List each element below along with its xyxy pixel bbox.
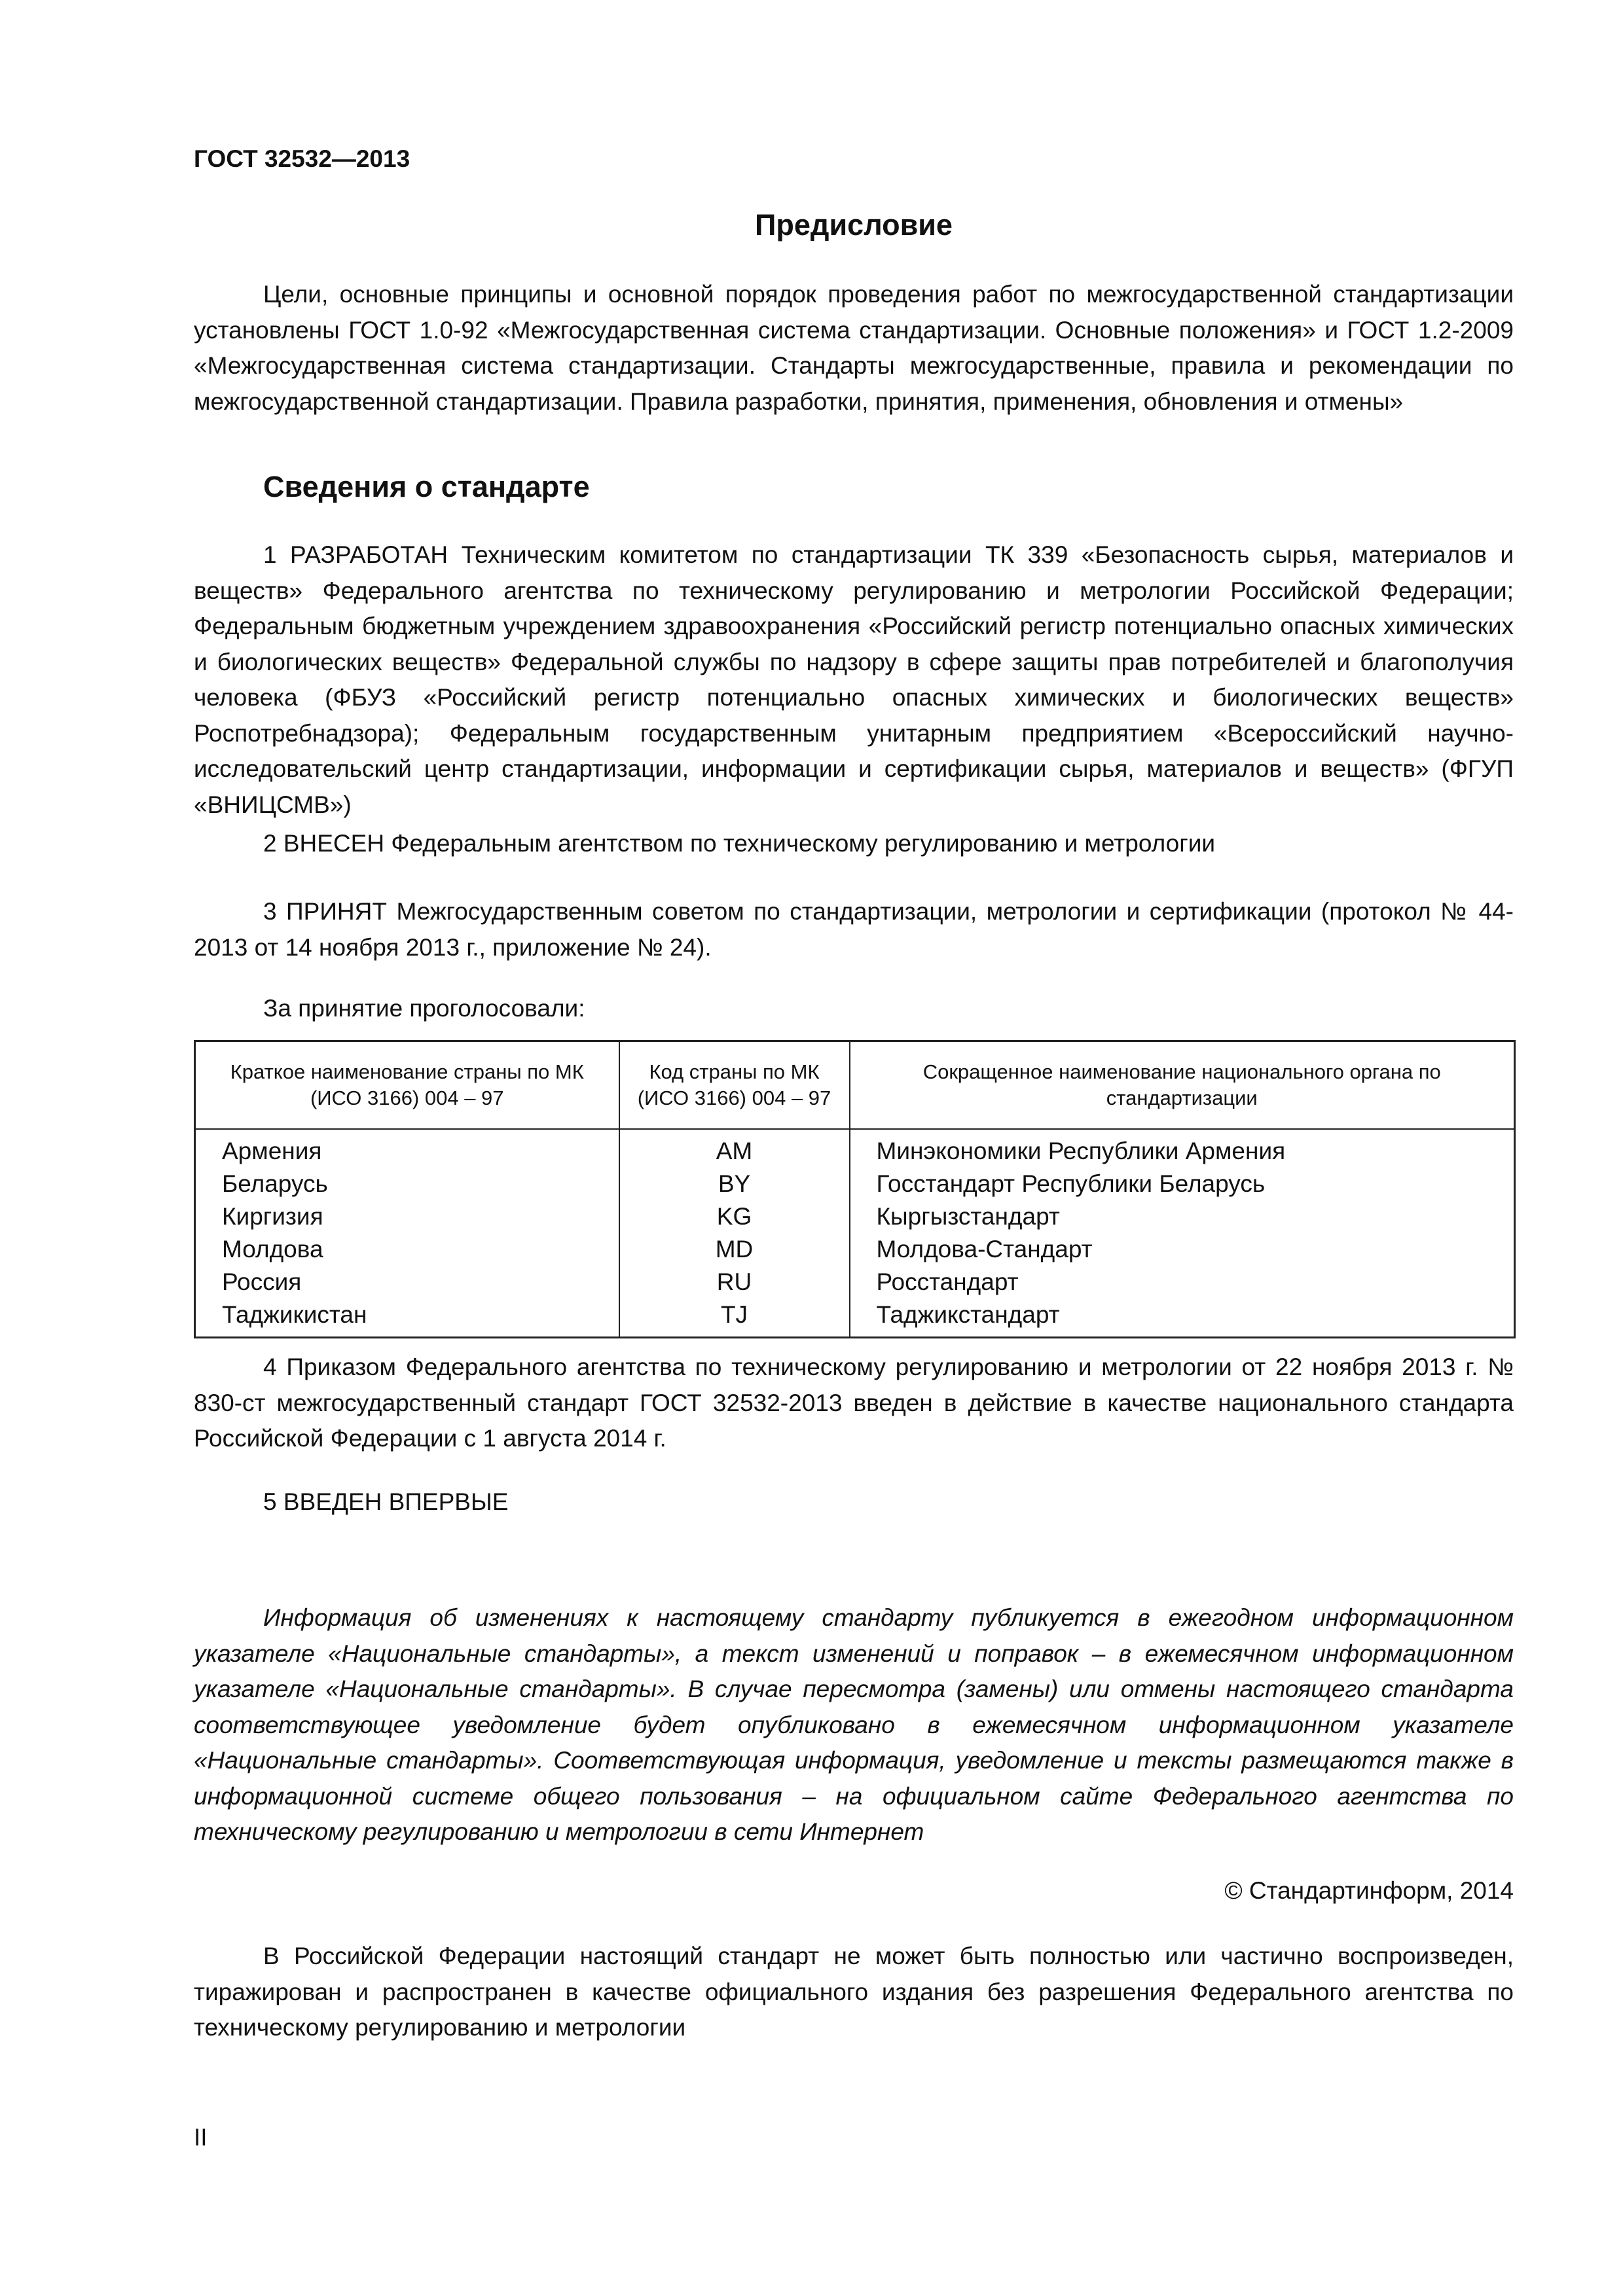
cell-body: Кыргызстандарт (850, 1200, 1515, 1233)
info-item-1: 1 РАЗРАБОТАН Техническим комитетом по стандартизации ТК 339 «Безопасность сырья, материалов и веществ» Федерального агентства по техническому регулированию и метрологии Российской Федерации; Федеральным бюджетным учреждением здравоохранения «Российский регистр потенциально опасных химических и биологических веществ» Федеральной службы по надзору в сфере защиты прав потребителей и благополучия человека (ФБУЗ «Российский регистр потенциально опасных химических и биологических веществ» Роспотребнадзора); Федеральным государственным унитарным предприятием «Всероссийский научно-исследовательский центр стандартизации, информации и сертификации сырья, материалов и веществ» (ФГУП «ВНИЦСМВ») (194, 541, 1514, 818)
votes-table (194, 1040, 1516, 1338)
cell-code: RU (619, 1266, 850, 1299)
table-row (195, 1200, 1515, 1233)
copyright: © Стандартинформ, 2014 (1224, 1877, 1514, 1904)
reproduction-notice: В Российской Федерации настоящий стандарт не может быть полностью или частично воспроизведен, тиражирован и распространен в качестве официального издания без разрешения Федерального агентства по техническому регулированию и метрологии (194, 1943, 1514, 2041)
cell-code: MD (619, 1233, 850, 1266)
header-code: Код страны по МК (ИСО 3166) 004 – 97 (619, 1041, 850, 1130)
votes-intro: За принятие проголосовали: (263, 995, 585, 1022)
table-row (195, 1129, 1515, 1168)
cell-country: Киргизия (195, 1200, 619, 1233)
table-row (195, 1233, 1515, 1266)
info-item-2: 2 ВНЕСЕН Федеральным агентством по техническому регулированию и метрологии (263, 830, 1216, 857)
cell-body: Росстандарт (850, 1266, 1515, 1299)
cell-code: TJ (619, 1299, 850, 1338)
changes-info-notice: Информация об изменениях к настоящему стандарту публикуется в ежегодном информационном указателе «Национальные стандарты», а текст изменений и поправок – в ежемесячном информационном указателе «Национальные стандарты». В случае пересмотра (замены) или отмены настоящего стандарта соответствующее уведомление будет опубликовано в ежемесячном информационном указателе «Национальные стандарты». Соответствующая информация, уведомление и тексты размещаются также в информационной системе общего пользования – на официальном сайте Федерального агентства по техническому регулированию и метрологии в сети Интернет (194, 1604, 1514, 1845)
page-number: II (194, 2124, 208, 2151)
table-row (195, 1266, 1515, 1299)
foreword-title: Предисловие (755, 208, 953, 242)
cell-country: Таджикистан (195, 1299, 619, 1338)
cell-body: Минэкономики Республики Армения (850, 1129, 1515, 1168)
info-item-5: 5 ВВЕДЕН ВПЕРВЫЕ (263, 1488, 509, 1515)
cell-country: Беларусь (195, 1168, 619, 1200)
cell-code: AM (619, 1129, 850, 1168)
header-body: Сокращенное наименование национального органа по стандартизации (850, 1041, 1515, 1130)
cell-code: KG (619, 1200, 850, 1233)
cell-body: Молдова-Стандарт (850, 1233, 1515, 1266)
cell-code: BY (619, 1168, 850, 1200)
document-code: ГОСТ 32532—2013 (194, 145, 410, 172)
info-item-3: 3 ПРИНЯТ Межгосударственным советом по стандартизации, метрологии и сертификации (протокол № 44-2013 от 14 ноября 2013 г., приложение № 24). (194, 898, 1514, 961)
cell-body: Госстандарт Республики Беларусь (850, 1168, 1515, 1200)
table-row (195, 1299, 1515, 1338)
standard-info-title: Сведения о стандарте (263, 470, 590, 503)
cell-country: Армения (195, 1129, 619, 1168)
header-country: Краткое наименование страны по МК (ИСО 3166) 004 – 97 (195, 1041, 619, 1130)
cell-country: Молдова (195, 1233, 619, 1266)
votes-table-header (195, 1041, 1515, 1130)
foreword-text: Цели, основные принципы и основной порядок проведения работ по межгосударственной стандартизации установлены ГОСТ 1.0-92 «Межгосударственная система стандартизации. Основные положения» и ГОСТ 1.2-2009 «Межгосударственная система стандартизации. Стандарты межгосударственные, правила и рекомендации по межгосударственной стандартизации. Правила разработки, принятия, применения, обновления и отмены» (194, 281, 1514, 415)
cell-body: Таджикстандарт (850, 1299, 1515, 1338)
info-item-4: 4 Приказом Федерального агентства по техническому регулированию и метрологии от 22 ноября 2013 г. № 830-ст межгосударственный стандарт ГОСТ 32532-2013 введен в действие в качестве национального стандарта Российской Федерации с 1 августа 2014 г. (194, 1354, 1514, 1452)
cell-country: Россия (195, 1266, 619, 1299)
table-row (195, 1168, 1515, 1200)
